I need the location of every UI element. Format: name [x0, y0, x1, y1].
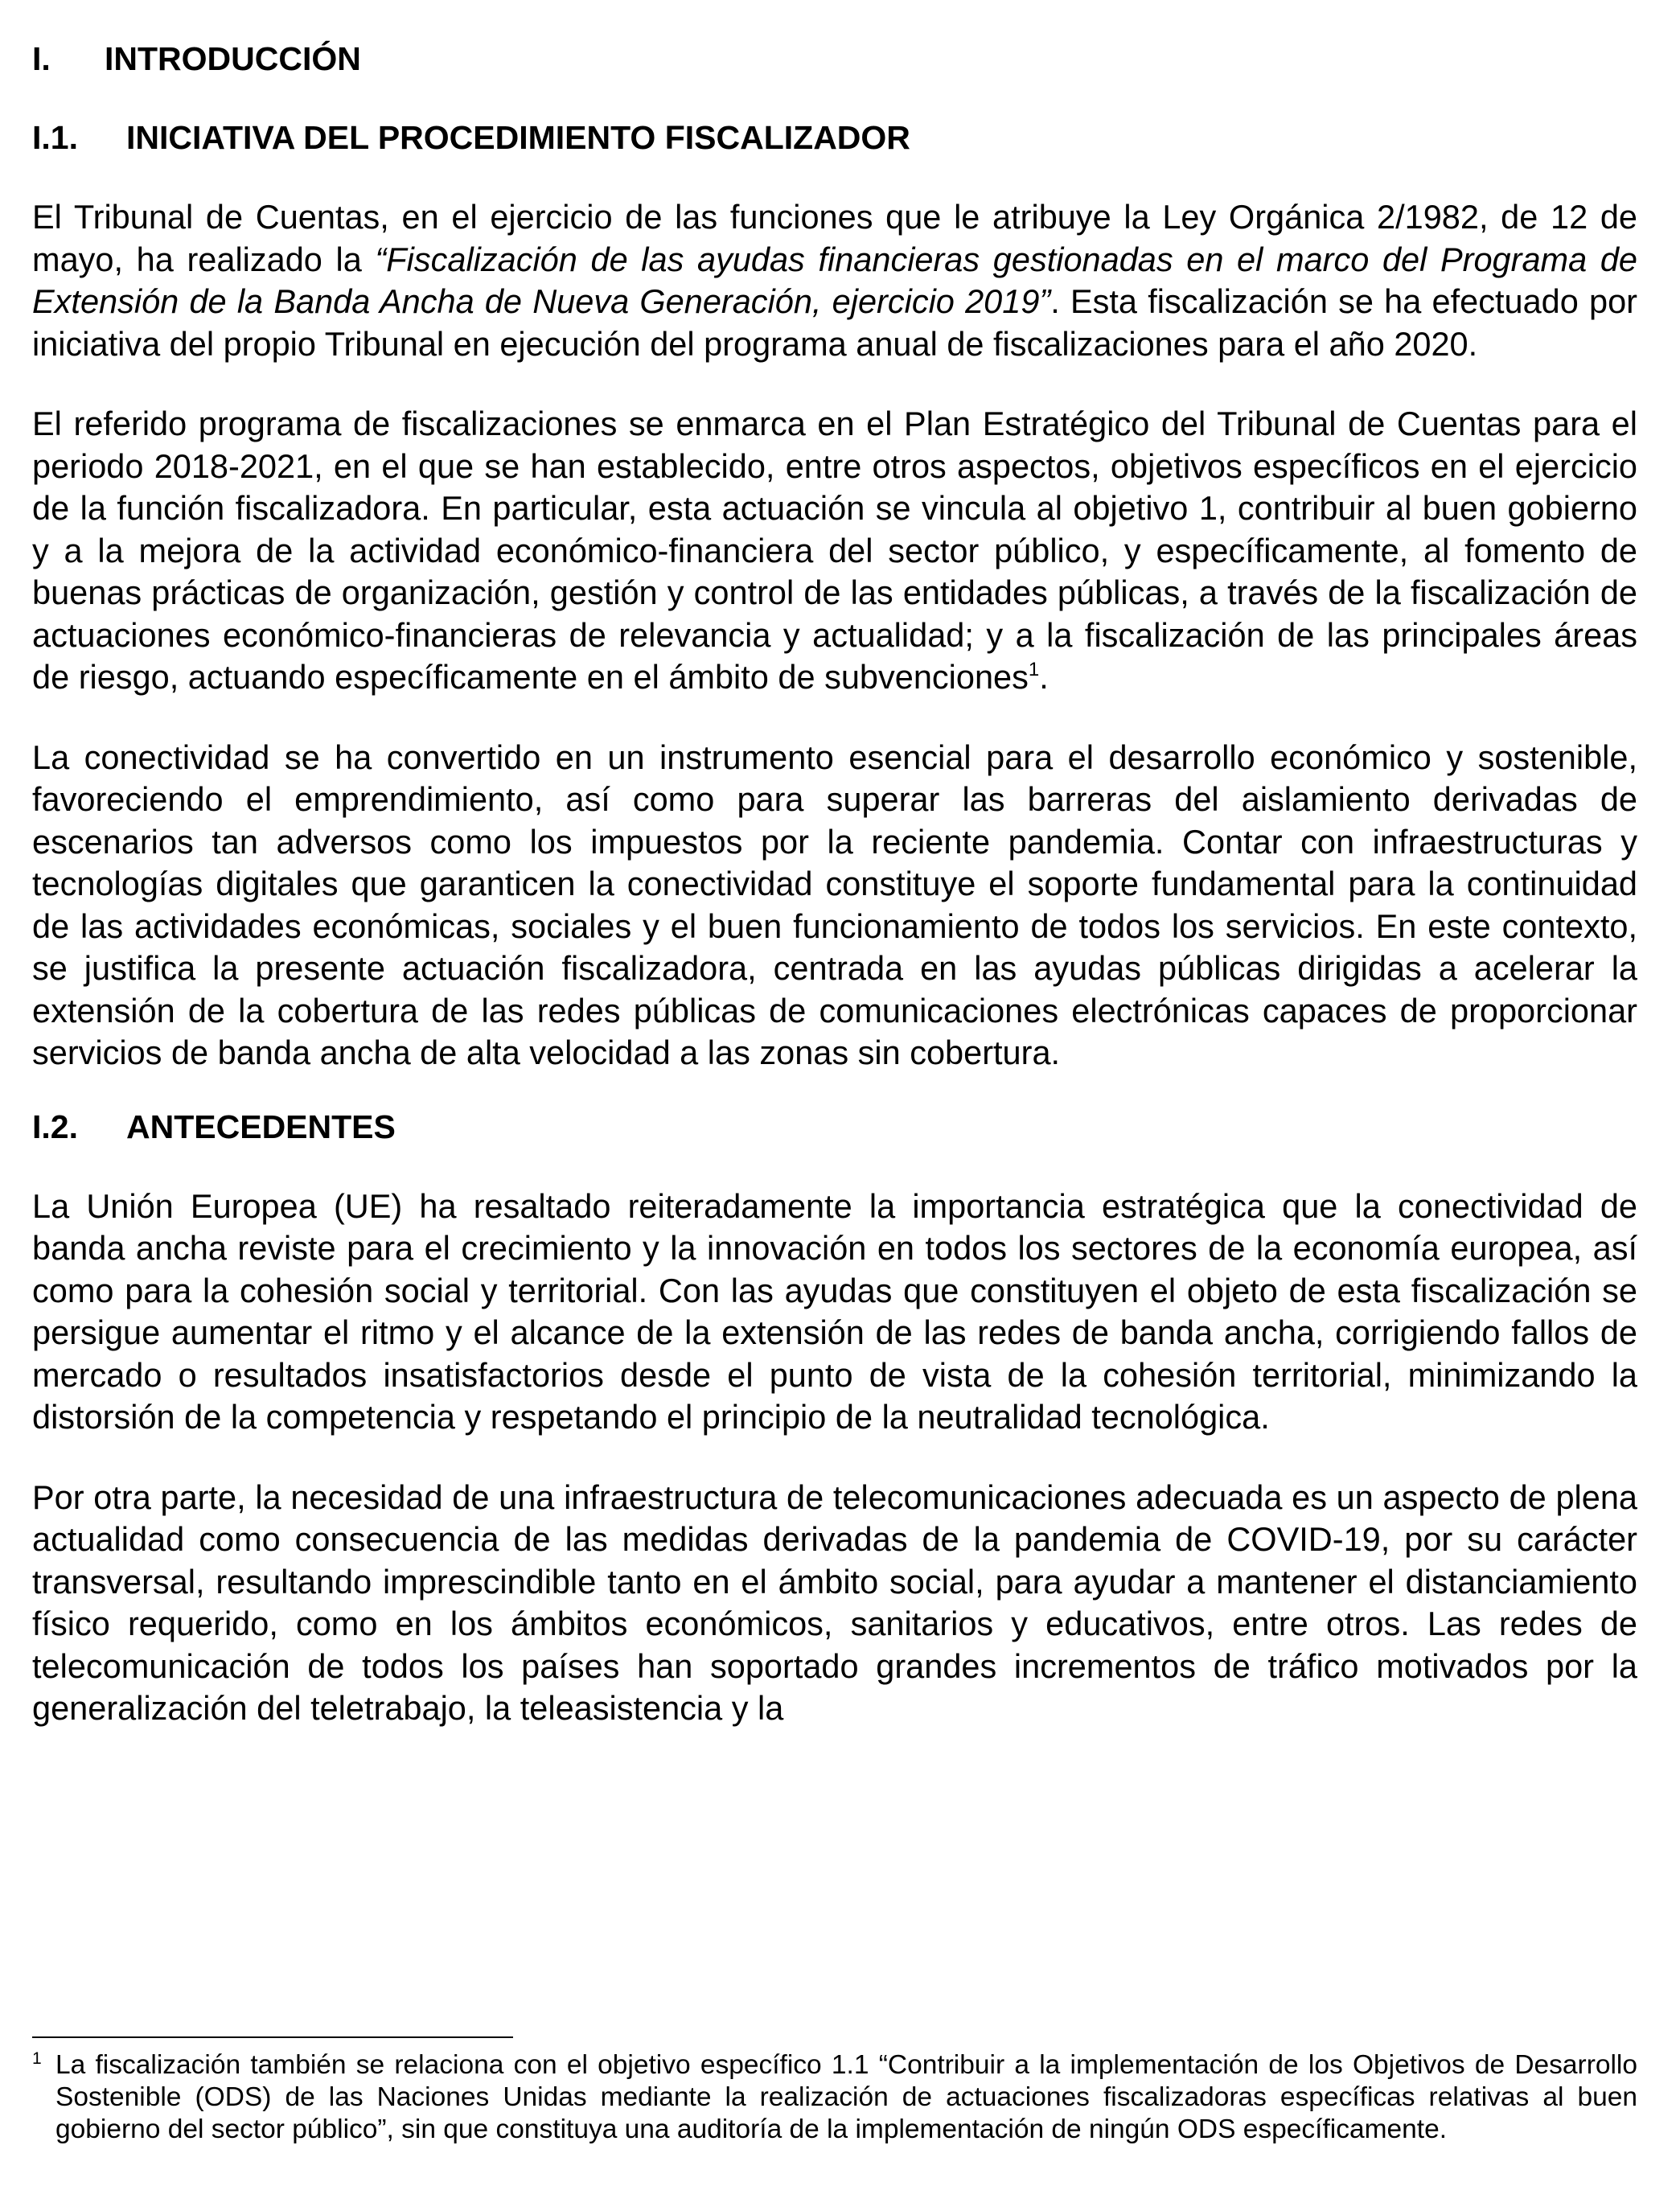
document-page: [32, 32, 1637, 1730]
section-heading-iniciativa: [32, 117, 1637, 158]
paragraph-iniciativa-3: La conectividad se ha convertido en un instrumento esencial para el desarrollo económico y sostenible, favoreciendo el emprendimiento, así como para superar las barreras del aislamiento derivadas de escenarios tan adversos como los impuestos por la reciente pandemia. Contar con infraestructuras y tecnologías digitales que garanticen la conectividad constituye el soporte fundamental para la continuidad de las actividades económicas, sociales y el buen funcionamiento de todos los servicios. En este contexto, se justifica la presente actuación fiscalizadora, centrada en las ayudas públicas dirigidas a acelerar la extensión de la cobertura de las redes públicas de comunicaciones electrónicas capaces de proporcionar servicios de banda ancha de alta velocidad a las zonas sin cobertura.: [32, 738, 1637, 1071]
section-heading-antecedentes: [32, 1107, 1637, 1147]
paragraph-antecedentes-1: La Unión Europea (UE) ha resaltado reiteradamente la importancia estratégica que la conectividad de banda ancha reviste para el crecimiento y la innovación en todos los sectores de la economía europea, así como para la cohesión social y territorial. Con las ayudas que constituyen el objeto de esta fiscalización se persigue aumentar el ritmo y el alcance de la extensión de las redes de banda ancha, corrigiendo fallos de mercado o resultados insatisfactorios desde el punto de vista de la cohesión territorial, minimizando la distorsión de la competencia y respetando el principio de la neutralidad tecnológica.: [32, 1186, 1637, 1436]
footnote-reference[interactable]: 1: [1028, 659, 1040, 680]
paragraph-text: . Esta fiscalización se ha efectuado por iniciativa del propio Tribunal en ejecución del programa anual de fiscalizaciones para el año 2020.: [32, 282, 1637, 363]
section-number: I.1.: [32, 119, 78, 156]
section-title: INTRODUCCIÓN: [105, 40, 361, 77]
paragraph-text: .: [1039, 658, 1049, 696]
footnote-text: La fiscalización también se relaciona con el objetivo específico 1.1 “Contribuir a la implementación de los Objetivos de Desarrollo Sostenible (ODS) de las Naciones Unidas mediante la realización de actuaciones fiscalizadoras específicas relativas al buen gobierno del sector público”, sin que constituya una auditoría de la implementación de ningún ODS específicamente.: [55, 2050, 1637, 2144]
footnote: $^1$ La fiscalización también se relaciona con el objetivo específico 1.1 “Contribuir a la implementación de los Objetivos de Desarrollo Sostenible (ODS) de las Naciones Unidas mediante la realización de actuaciones fiscalizadoras específicas relativas al buen gobierno del sector público”, sin que constituya una auditoría de la implementación de ningún ODS específicamente.: [32, 2049, 1637, 2144]
paragraph-iniciativa-2: [32, 403, 1637, 699]
section-number: I.: [32, 40, 51, 77]
italic-title: “Fiscalización de las ayudas financieras gestionadas en el marco del Programa de Extensión de la Banda Ancha de Nueva Generación, ejercicio 2019”: [32, 240, 1637, 320]
section-heading-introduccion: [32, 39, 1637, 79]
section-title: ANTECEDENTES: [126, 1108, 396, 1145]
paragraph-text: El Tribunal de Cuentas, en el ejercicio de las funciones que le atribuye la Ley Orgánica 2/1982, de 12 de mayo, ha realizado la: [32, 198, 1637, 278]
section-number: I.2.: [32, 1108, 78, 1145]
paragraph-text: El referido programa de fiscalizaciones se enmarca en el Plan Estratégico del Tribunal de Cuentas para el periodo 2018-2021, en el que se han establecido, entre otros aspectos, objetivos específicos en el ejercicio de la función fiscalizadora. En particular, esta actuación se vincula al objetivo 1, contribuir al buen gobierno y a la mejora de la actividad económico-financiera del sector público, y específicamente, al fomento de buenas prácticas de organización, gestión y control de las entidades públicas, a través de la fiscalización de actuaciones económico-financieras de relevancia y actualidad; y a la fiscalización de las principales áreas de riesgo, actuando específicamente en el ámbito de subvenciones: [32, 405, 1637, 696]
footnote-separator: [32, 2036, 513, 2038]
section-title: INICIATIVA DEL PROCEDIMIENTO FISCALIZADOR: [126, 119, 910, 156]
paragraph-iniciativa-1: [32, 196, 1637, 365]
paragraph-antecedentes-2: Por otra parte, la necesidad de una infraestructura de telecomunicaciones adecuada es un aspecto de plena actualidad como consecuencia de las medidas derivadas de la pandemia de COVID-19, por su carácter transversal, resultando imprescindible tanto en el ámbito social, para ayudar a mantener el distanciamiento físico requerido, como en los ámbitos económicos, sanitarios y educativos, entre otros. Las redes de telecomunicación de todos los países han soportado grandes incrementos de tráfico motivados por la generalización del teletrabajo, la teleasistencia y la: [32, 1477, 1637, 1727]
